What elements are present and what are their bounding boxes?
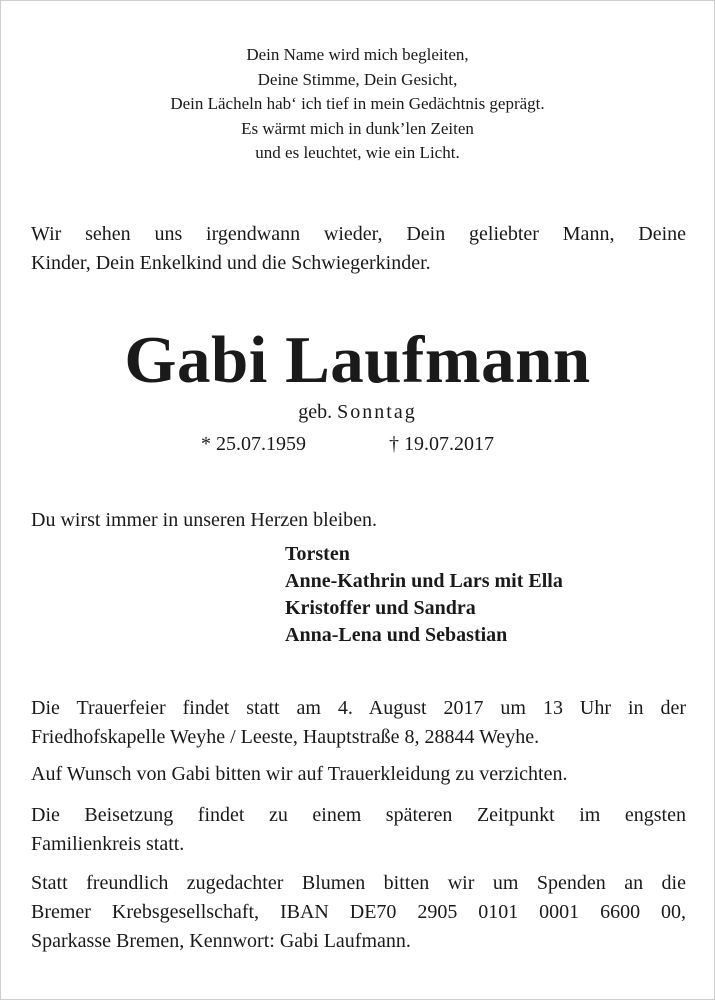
ceremony-line-2: Friedhofskapelle Weyhe / Leeste, Hauptstraße 8, 28844 Weyhe. <box>31 726 540 748</box>
birth-date: * 25.07.1959 <box>201 433 306 455</box>
family-member: Torsten <box>285 543 350 565</box>
poem-line: und es leuchtet, wie ein Licht. <box>255 143 460 162</box>
poem <box>0 43 715 166</box>
donation-line-2: Bremer Krebsgesellschaft, IBAN DE70 2905 0101 0001 6600 00, <box>31 901 686 923</box>
intro-line-2: Kinder, Dein Enkelkind und die Schwiegerkinder. <box>31 252 431 274</box>
donation-line-3: Sparkasse Bremen, Kennwort: Gabi Laufmann. <box>31 930 411 952</box>
clothing-notice: Auf Wunsch von Gabi bitten wir auf Trauerkleidung zu verzichten. <box>31 763 568 785</box>
family-member: Kristoffer und Sandra <box>285 597 476 619</box>
burial-line-2: Familienkreis statt. <box>31 833 185 855</box>
family-list <box>285 541 563 649</box>
death-date: † 19.07.2017 <box>389 433 494 455</box>
farewell-line: Du wirst immer in unseren Herzen bleiben. <box>31 509 378 531</box>
poem-line: Dein Lächeln hab‘ ich tief in mein Gedächtnis geprägt. <box>170 94 545 113</box>
family-member: Anne-Kathrin und Lars mit Ella <box>285 570 563 592</box>
deceased-name: Gabi Laufmann <box>124 323 591 397</box>
ceremony-line-1: Die Trauerfeier findet statt am 4. August 2017 um 13 Uhr in der <box>31 697 686 719</box>
burial-line-1: Die Beisetzung findet zu einem späteren Zeitpunkt im engsten <box>31 804 686 826</box>
maiden-surname: Sonntag <box>337 401 417 423</box>
family-member: Anna-Lena und Sebastian <box>285 624 508 646</box>
poem-line: Deine Stimme, Dein Gesicht, <box>257 69 458 89</box>
poem-line: Dein Name wird mich begleiten, <box>246 45 469 64</box>
donation-line-1: Statt freundlich zugedachter Blumen bitten wir um Spenden an die <box>31 872 686 894</box>
intro-line-1: Wir sehen uns irgendwann wieder, Dein geliebter Mann, Deine <box>31 223 686 245</box>
poem-line: Es wärmt mich in dunk’len Zeiten <box>241 118 474 138</box>
maiden-prefix: geb. <box>298 401 333 423</box>
maiden-name <box>0 398 715 426</box>
